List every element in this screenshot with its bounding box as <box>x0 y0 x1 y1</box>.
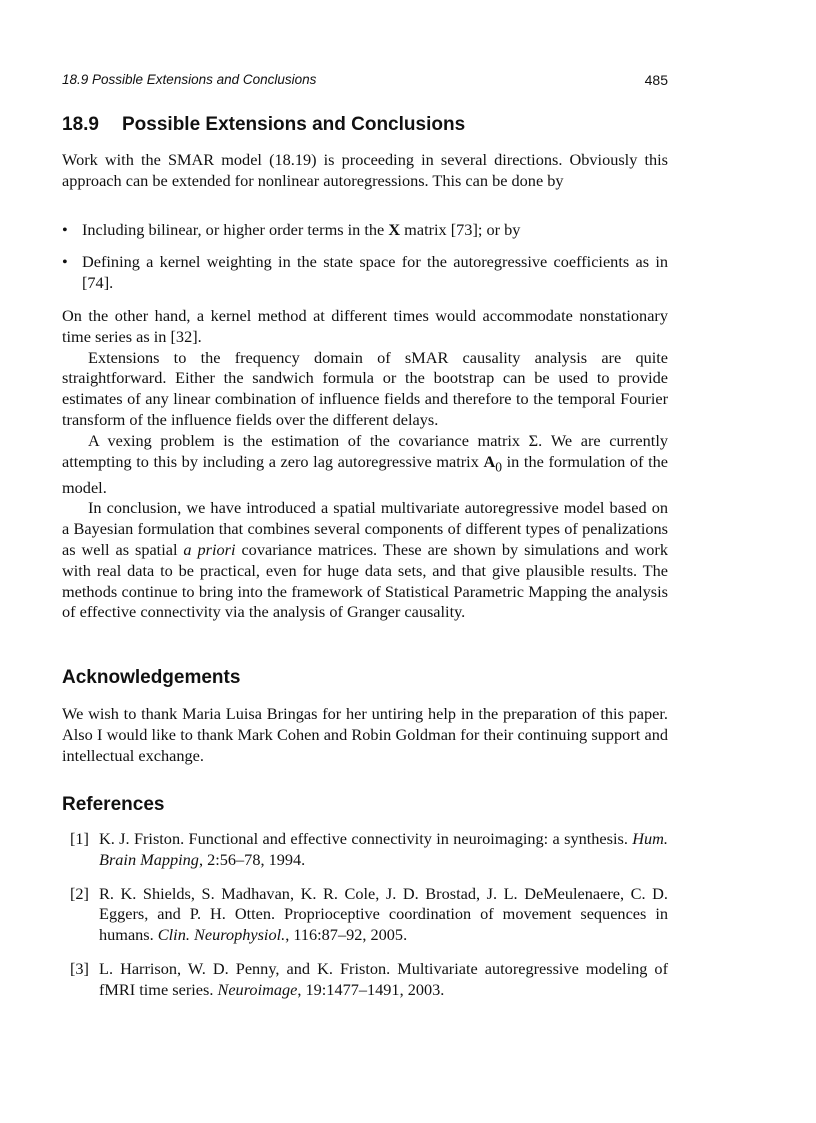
bullet-text: matrix [73]; or by <box>400 220 521 239</box>
reference-text: L. Harrison, W. D. Penny, and K. Friston. Multivariate autoregressive modeling of fMRI time series. <box>99 958 668 999</box>
acknowledgements-text: We wish to thank Maria Luisa Bringas for her untiring help in the preparation of this paper. Also I would like to thank Mark Cohen and Robin Goldman for their continuing support and intellectual exchange. <box>62 704 668 765</box>
bullet-text: Defining a kernel weighting in the state space for the autoregressive coefficients as in [74]. <box>82 251 668 292</box>
reference-text: K. J. Friston. Functional and effective connectivity in neuroimaging: a synthesis. <box>99 829 633 848</box>
paragraph-text: A vexing problem is the estimation of the covariance matrix Σ. We are currently attempting to this by including a zero lag autoregressive matrix <box>62 430 668 471</box>
reference-text: R. K. Shields, S. Madhavan, K. R. Cole, J. D. Brostad, J. L. DeMeulenaere, C. D. Eggers, and P. H. Otten. Proprioceptive coordination of movement sequences in humans. <box>99 883 668 945</box>
reference-item <box>62 959 668 1001</box>
paragraph: Extensions to the frequency domain of sMAR causality analysis are quite straightforward. Either the sandwich formula or the bootstrap can be used to provide estimates of any linear combination of influence fields and therefore to the temporal Fourier transform of the influence fields over the different delays. <box>62 347 668 429</box>
reference-item <box>62 884 668 946</box>
references-heading: References <box>62 794 165 815</box>
paragraph-text: In conclusion, we have introduced a spatial multivariate autoregressive model based on a Bayesian formulation that combines several components of different types of penalizations as well as spatial <box>62 498 668 560</box>
reference-journal: Neuroimage <box>217 979 298 999</box>
list-item <box>62 252 668 294</box>
bullet-marker: • <box>62 251 68 271</box>
section-title: Possible Extensions and Conclusions <box>122 114 466 135</box>
paragraph-text: in the formulation of the model. <box>62 451 669 497</box>
conclusion-body <box>62 306 668 623</box>
bullet-list <box>62 220 668 304</box>
reference-item <box>62 829 668 871</box>
paragraph: On the other hand, a kernel method at different times would accommodate nonstationary time series as in [32]. <box>62 306 668 346</box>
intro-paragraph: Work with the SMAR model (18.19) is proceeding in several directions. Obviously this approach can be extended for nonlinear autoregressions. This can be done by <box>62 150 668 190</box>
reference-list <box>62 829 668 1014</box>
running-head-title: 18.9 Possible Extensions and Conclusions <box>62 72 317 87</box>
reference-details: , 116:87–92, 2005. <box>285 925 408 945</box>
acknowledgements-heading: Acknowledgements <box>62 667 241 688</box>
bullet-marker: • <box>62 220 68 239</box>
reference-number: [2] <box>70 883 89 903</box>
paragraph <box>62 498 668 623</box>
reference-number: [3] <box>70 958 89 978</box>
paragraph <box>62 431 668 499</box>
bullet-text: Including bilinear, or higher order terms in the <box>82 220 389 239</box>
section-heading <box>62 114 465 136</box>
reference-details: , 2:56–78, 1994. <box>198 849 306 869</box>
page-number: 485 <box>644 72 668 88</box>
reference-journal: Clin. Neurophysiol. <box>157 925 286 945</box>
paragraph-text: covariance matrices. These are shown by simulations and work with real data to be practical, even for huge data sets, and that give plausible results. The methods continue to bring into the framework of Statistical Parametric Mapping the analysis of effective connectivity via the analysis of Granger causality. <box>62 540 668 622</box>
reference-details: , 19:1477–1491, 2003. <box>297 979 445 999</box>
matrix-subscript: 0 <box>495 458 503 474</box>
matrix-symbol: A <box>483 451 496 471</box>
italic-term: a priori <box>183 540 236 560</box>
reference-number: [1] <box>70 829 89 848</box>
section-number: 18.9 <box>62 114 99 135</box>
running-head <box>62 72 668 87</box>
list-item <box>62 220 668 241</box>
matrix-symbol: X <box>388 220 401 239</box>
reference-journal: Hum. Brain Mapping <box>99 829 668 869</box>
